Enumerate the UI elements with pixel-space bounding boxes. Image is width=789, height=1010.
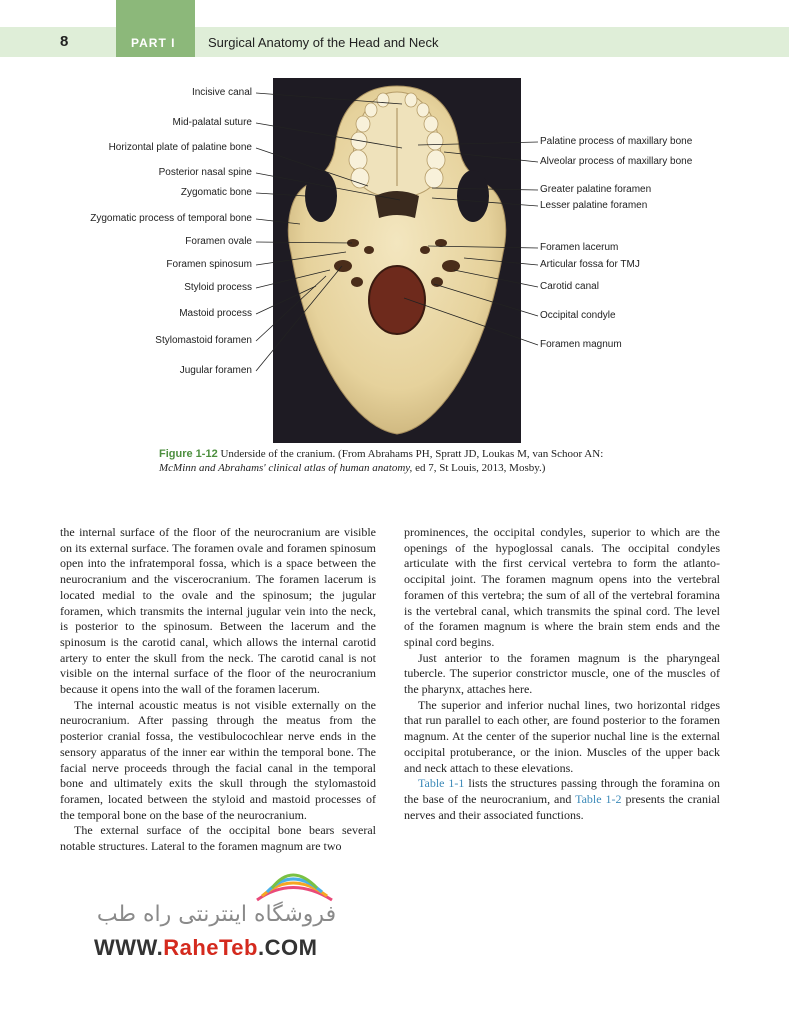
label-styloid-process: Styloid process [184, 282, 252, 293]
label-articular-fossa: Articular fossa for TMJ [540, 259, 640, 270]
label-occipital-condyle: Occipital condyle [540, 310, 616, 321]
paragraph: the internal surface of the floor of the neurocranium are visible on its external surface. The foramen ovale and foramen spinosum open into the infratemporal fossa, which is a space between the neurocranium and the viscerocranium. The foramen lacerum is located medial to the ovale and the spinosum; the jugular foramen, which transmits the internal jugular vein into the neck, is posterior to the spinosum. Between the lacerum and the spinosum is the carotid canal, which allows the internal carotid artery to enter the skull from the neck. The carotid canal is not visible on the internal surface of the floor of the neurocranium because it opens into the wall of the foramen lacerum. [60, 525, 376, 697]
figure-caption [159, 447, 639, 475]
caption-text: Underside of the cranium. (From Abrahams PH, Spratt JD, Loukas M, van Schoor AN: [217, 448, 604, 460]
label-zygomatic-bone: Zygomatic bone [180, 187, 252, 198]
label-foramen-lacerum: Foramen lacerum [540, 242, 619, 253]
label-foramen-ovale: Foramen ovale [185, 236, 252, 247]
label-mastoid-process: Mastoid process [179, 308, 252, 319]
label-stylomastoid-foramen: Stylomastoid foramen [155, 335, 252, 346]
label-foramen-spinosum: Foramen spinosum [166, 259, 252, 270]
label-zygomatic-process: Zygomatic process of temporal bone [90, 213, 252, 224]
body-column-right [404, 525, 720, 823]
part-title: Surgical Anatomy of the Head and Neck [208, 35, 439, 50]
label-carotid-canal: Carotid canal [540, 281, 599, 292]
figure-tag: Figure 1-12 [159, 448, 218, 460]
paragraph: The internal acoustic meatus is not visible externally on the neurocranium. After passing through the meatus from the posterior cranial fossa, the vestibulocochlear nerve ends in the sensory apparatus of the inner ear within the temporal bone. The facial nerve proceeds through the facial canal in the temporal bone and ultimately exits the skull through the stylomastoid foramen, located between the styloid and mastoid processes of the temporal bone on the base of the neurocranium. [60, 697, 376, 822]
paragraph: Table 1-1 lists the structures passing through the foramina on the base of the neurocranium, and Table 1-2 presents the cranial nerves and their associated functions. [404, 776, 721, 822]
label-foramen-magnum: Foramen magnum [540, 339, 622, 350]
label-palatine-process: Palatine process of maxillary bone [540, 136, 693, 147]
skull-illustration [273, 78, 521, 443]
body-column-left [60, 525, 376, 855]
label-greater-palatine-foramen: Greater palatine foramen [540, 184, 652, 195]
caption-tail: ed 7, St Louis, 2013, Mosby.) [412, 462, 546, 474]
caption-italic: McMinn and Abrahams' clinical atlas of human anatomy, [159, 462, 413, 474]
label-alveolar-process: Alveolar process of maxillary bone [540, 156, 693, 167]
watermark-persian: فروشگاه اینترنتی راه طب [96, 902, 337, 927]
part-label: PART I [131, 36, 176, 50]
paragraph: Just anterior to the foramen magnum is the pharyngeal tubercle. The superior constrictor muscle, one of the muscles of the pharynx, attaches here. [404, 650, 720, 697]
paragraph: The external surface of the occipital bone bears several notable structures. Lateral to the foramen magnum are two [60, 823, 376, 854]
label-horizontal-plate: Horizontal plate of palatine bone [108, 142, 252, 153]
label-jugular-foramen: Jugular foramen [179, 365, 252, 376]
table-ref-link[interactable]: Table 1-2 [575, 791, 622, 806]
page-number: 8 [60, 33, 69, 50]
paragraph: The superior and inferior nuchal lines, two horizontal ridges that run parallel to each other, are found posterior to the foramen magnum. At the center of the superior nuchal line is the external occipital protuberance, or the inion. Muscles of the upper back and neck attach to these elevations. [404, 697, 720, 775]
table-ref-link[interactable]: Table 1-1 [418, 776, 465, 791]
watermark-url: WWW.RaheTeb.COM [94, 935, 318, 960]
paragraph: prominences, the occipital condyles, superior to which are the openings of the hypoglossal canals. The occipital condyles articulate with the first cervical vertebra to form the atlanto-occipital joint. The foramen magnum opens into the vertebral foramen of this vertebra; the sum of all of the vertebral foramina is the vertebral canal, which transmits the spinal cord. The level of the foramen magnum is where the brain stem ends and the spinal cord begins. [404, 525, 720, 649]
label-lesser-palatine-foramen: Lesser palatine foramen [540, 200, 648, 211]
label-incisive-canal: Incisive canal [191, 87, 252, 98]
label-posterior-nasal-spine: Posterior nasal spine [158, 167, 252, 178]
label-mid-palatal-suture: Mid-palatal suture [172, 117, 252, 128]
